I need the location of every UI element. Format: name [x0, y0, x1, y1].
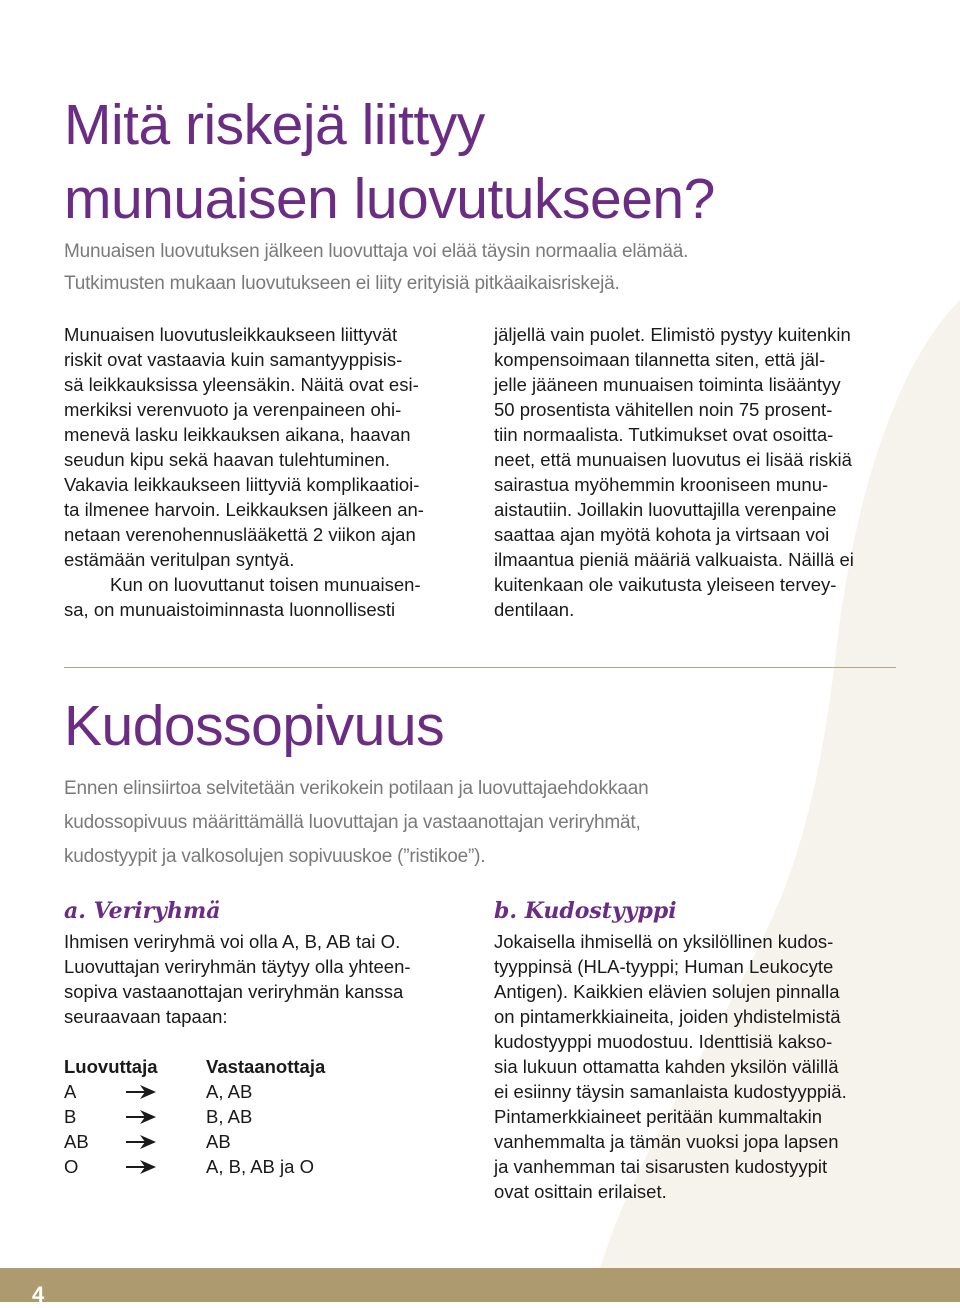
risks-right-column	[494, 322, 904, 622]
body-line: sopiva vastaanottajan veriryhmän kanssa	[64, 981, 404, 1002]
body-line: seudun kipu sekä haavan tulehtuminen.	[64, 449, 391, 470]
intro-paragraph	[64, 236, 924, 300]
body-line: Munuaisen luovutusleikkaukseen liittyvät	[64, 324, 398, 345]
blood-compatibility-table	[64, 1054, 325, 1179]
recipient-cell: A, B, AB ja O	[206, 1155, 314, 1177]
body-line: menevä lasku leikkauksen aikana, haavan	[64, 424, 411, 445]
table-row	[64, 1079, 325, 1104]
arrow-right-icon	[126, 1135, 206, 1149]
recipient-column-header: Vastaanottaja	[206, 1055, 326, 1077]
intro-line: kudossopivuus määrittämällä luovuttajan ja vastaanottajan veriryhmät,	[64, 812, 641, 833]
body-line: aistautiin. Joillakin luovuttajilla verenpaine	[494, 499, 837, 520]
donor-cell: A	[64, 1080, 77, 1102]
body-line: jäljellä vain puolet. Elimistö pystyy kuitenkin	[494, 324, 851, 345]
blood-group-text	[64, 929, 464, 1029]
donor-column-header: Luovuttaja	[64, 1055, 158, 1077]
body-line: netaan verenohennuslääkettä 2 viikon ajan	[64, 524, 416, 545]
body-line: on pintamerkkiaineita, joiden yhdistelmistä	[494, 1006, 841, 1027]
intro-line: Ennen elinsiirtoa selvitetään verikokein potilaan ja luovuttajaehdokkaan	[64, 778, 649, 799]
body-line: Antigen). Kaikkien elävien solujen pinnalla	[494, 981, 840, 1002]
donor-cell: AB	[64, 1130, 89, 1152]
page-title-line-2: munuaisen luovutukseen?	[64, 167, 715, 231]
donor-cell: O	[64, 1155, 79, 1177]
body-line: seuraavaan tapaan:	[64, 1006, 228, 1027]
tissue-intro-paragraph	[64, 772, 864, 874]
body-line: kompensoimaan tilannetta siten, että jäl-	[494, 349, 826, 370]
arrow-right-icon	[126, 1160, 206, 1174]
body-line: Pintamerkkiaineet peritään kummaltakin	[494, 1106, 823, 1127]
body-line: sia lukuun ottamatta kahden yksilön välillä	[494, 1056, 839, 1077]
table-row	[64, 1154, 325, 1179]
body-line: dentilaan.	[494, 599, 575, 620]
body-line: Vakavia leikkaukseen liittyviä komplikaatioi-	[64, 474, 420, 495]
body-line: sa, on munuaistoiminnasta luonnollisesti	[64, 599, 396, 620]
body-line: tiin normaalista. Tutkimukset ovat osoitta-	[494, 424, 834, 445]
body-line: saattaa ajan myötä kohota ja virtsaan voi	[494, 524, 830, 545]
section-title-kudossopivuus: Kudossopivuus	[64, 694, 445, 758]
page-title-line-1: Mitä riskejä liittyy	[64, 93, 485, 157]
risks-left-column	[64, 322, 464, 622]
body-line: ei esiinny täysin samanlaista kudostyyppiä.	[494, 1081, 847, 1102]
body-line: kudostyyppi muodostuu. Identtisiä kakso-	[494, 1031, 833, 1052]
table-row	[64, 1104, 325, 1129]
arrow-right-icon	[126, 1110, 206, 1124]
recipient-cell: AB	[206, 1130, 231, 1152]
recipient-cell: A, AB	[206, 1080, 253, 1102]
body-line: vanhemmalta ja tämän vuoksi jopa lapsen	[494, 1131, 839, 1152]
page-number: 4	[32, 1282, 45, 1307]
body-line: ilmaantua pieniä määriä valkuaista. Näillä ei	[494, 549, 854, 570]
tissue-type-text	[494, 929, 904, 1204]
body-line: Luovuttajan veriryhmän täytyy olla yhteen-	[64, 956, 411, 977]
body-line: neet, että munuaisen luovutus ei lisää riskiä	[494, 449, 852, 470]
table-row	[64, 1129, 325, 1154]
arrow-right-icon	[126, 1085, 206, 1099]
subheading-blood-group: a. Veriryhmä	[64, 898, 221, 924]
body-line: Kun on luovuttanut toisen munuaisen-	[110, 574, 421, 595]
body-line: estämään veritulpan syntyä.	[64, 549, 295, 570]
body-line: ta ilmenee harvoin. Leikkauksen jälkeen an-	[64, 499, 424, 520]
body-line: tyyppinsä (HLA-tyyppi; Human Leukocyte	[494, 956, 834, 977]
body-line: Jokaisella ihmisellä on yksilöllinen kudos-	[494, 931, 834, 952]
table-header-row	[64, 1054, 325, 1079]
subheading-tissue-type: b. Kudostyyppi	[494, 898, 677, 924]
body-line: riskit ovat vastaavia kuin samantyyppisis-	[64, 349, 403, 370]
body-line: kuitenkaan ole vaikutusta yleiseen tervey-	[494, 574, 837, 595]
body-line: merkiksi verenvuoto ja verenpaineen ohi-	[64, 399, 402, 420]
donor-cell: B	[64, 1105, 77, 1127]
footer-band	[0, 1268, 960, 1307]
body-line: jelle jääneen munuaisen toiminta lisääntyy	[494, 374, 841, 395]
body-line: Ihmisen veriryhmä voi olla A, B, AB tai O.	[64, 931, 401, 952]
body-line: sä leikkauksissa yleensäkin. Näitä ovat esi-	[64, 374, 419, 395]
body-line: 50 prosentista vähitellen noin 75 prosent-	[494, 399, 833, 420]
body-line: sairastua myöhemmin krooniseen munu-	[494, 474, 829, 495]
recipient-cell: B, AB	[206, 1105, 253, 1127]
intro-line: Munuaisen luovutuksen jälkeen luovuttaja voi elää täysin normaalia elämää.	[64, 241, 689, 262]
page-title	[64, 88, 884, 236]
intro-line: Tutkimusten mukaan luovutukseen ei liity erityisiä pitkäaikaisriskejä.	[64, 273, 620, 294]
body-line: ovat osittain erilaiset.	[494, 1181, 667, 1202]
section-divider	[64, 667, 896, 668]
body-line: ja vanhemman tai sisarusten kudostyypit	[494, 1156, 828, 1177]
intro-line: kudostyypit ja valkosolujen sopivuuskoe (”ristikoe”).	[64, 846, 486, 867]
